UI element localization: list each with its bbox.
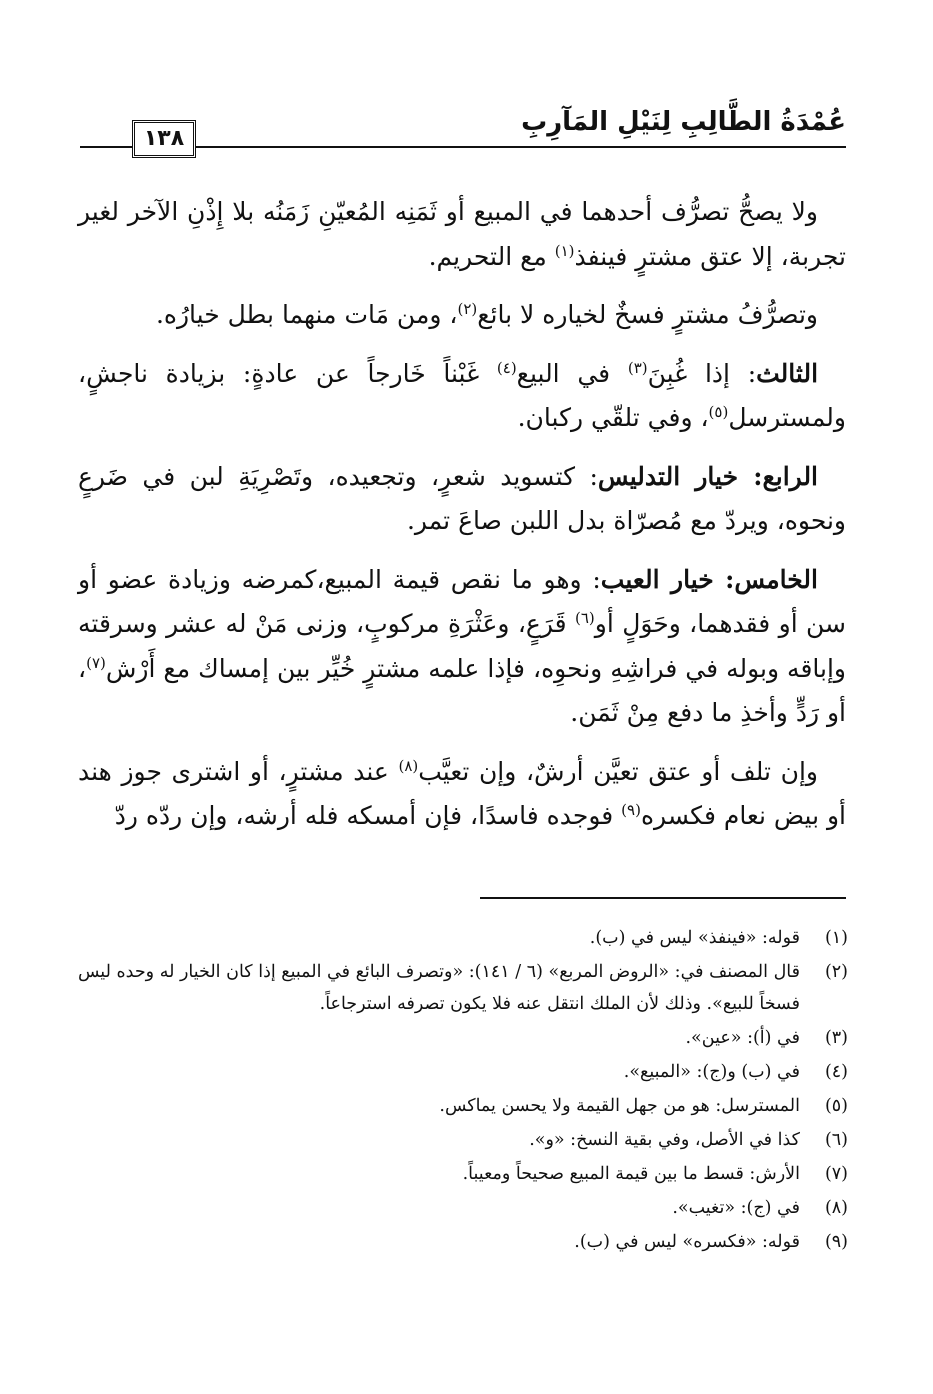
footnote-ref-2: (٢) bbox=[457, 300, 478, 318]
paragraph-5: الخامس: خيار العيب: وهو ما نقص قيمة المبيع،كمرضه وزيادة عضو أو سن أو فقدهما، وحَوَلٍ أو$^{(٦)}$ قَرَعٍ، وعَثْرَةِ مركوبٍ، وزنى مَنْ له عشر وسرقته وإباقه وبوله في فراشِهِ ونحوِه، فإذا علمه مشترٍ خُيِّر بين إمساك مع أَرْش$^{(٧)}$، أو رَدٍّ وأخذِ ما دفع مِنْ ثَمَن. bbox=[78, 564, 847, 727]
section-lead-third: الثالث bbox=[756, 358, 819, 388]
footnote-number: (٩) bbox=[824, 1232, 848, 1252]
footnote-text: الأرش: قسط ما بين قيمة المبيع صحيحاً ومعيباً. bbox=[462, 1164, 800, 1184]
main-text bbox=[78, 190, 846, 853]
footnote-item bbox=[78, 1226, 848, 1258]
footnote-separator bbox=[480, 897, 846, 899]
footnote-text: كذا في الأصل، وفي بقية النسخ: «و». bbox=[529, 1130, 800, 1150]
footnote-number: (٨) bbox=[824, 1198, 848, 1218]
footnote-item bbox=[78, 1056, 848, 1088]
footnote-text: في (أ): «عين». bbox=[685, 1028, 800, 1048]
footnote-ref-4: (٤) bbox=[496, 358, 517, 377]
footnote-number: (٦) bbox=[824, 1130, 848, 1150]
paragraph-2: وتصرُّفُ مشترٍ فسخٌ لخياره لا بائع$^{(٢)}$، ومن مَات منهما بطل خيارُه. bbox=[155, 300, 818, 329]
footnote-number: (١) bbox=[824, 928, 848, 948]
footnote-item bbox=[78, 1090, 848, 1122]
footnote-number: (٤) bbox=[824, 1062, 848, 1082]
book-title: عُمْدَةُ الطَّالِبِ لِنَيْلِ المَآرِبِ bbox=[521, 107, 846, 137]
footnote-number: (٥) bbox=[824, 1096, 848, 1116]
header-rule-short bbox=[80, 146, 132, 148]
page-header bbox=[78, 100, 846, 160]
paragraph-4: الرابع: خيار التدليس: كتسويد شعرٍ، وتجعيده، وتَصْرِيَةِ لبن في ضَرعٍ ونحوه، ويردّ مع مُصرّاة بدل اللبن صاعَ تمر. bbox=[78, 461, 846, 535]
footnote-number: (٣) bbox=[824, 1028, 848, 1048]
footnote-text: قوله: «فكسره» ليس في (ب). bbox=[574, 1232, 800, 1252]
footnote-item bbox=[78, 1158, 848, 1190]
paragraph-1: ولا يصحُّ تصرُّف أحدهما في المبيع أو ثَمَنِه المُعيّنِ زَمَنُه بلا إِذْنِ الآخر لغير تجربة، إلا عتق مشترٍ فينفذ$^{(١)}$ مع التحريم. bbox=[78, 197, 846, 271]
footnote-ref-7: (٧) bbox=[86, 653, 106, 672]
header-rule bbox=[188, 146, 846, 148]
footnotes bbox=[78, 922, 848, 1260]
footnote-ref-1: (١) bbox=[554, 241, 575, 260]
paragraph-6: وإن تلف أو عتق تعيَّن أرشٌ، وإن تعيَّب$^{(٨)}$ عند مشترٍ، أو اشترى جوز هند أو بيض نعام فكسره$^{(٩)}$ فوجده فاسدًا، فإن أمسكه فله أرشه، وإن ردّه ردّ bbox=[78, 756, 846, 830]
paragraph-3: الثالث: إذا غُبِنَ$^{(٣)}$ في البيع$^{(٤)}$ غَبْناً خَارجاً عن عادةٍ: بزيادة ناجشٍ، ولمسترسل$^{(٥)}$، وفي تلقّي ركبان. bbox=[78, 358, 846, 432]
footnote-ref-9: (٩) bbox=[621, 801, 641, 819]
footnote-ref-3: (٣) bbox=[627, 358, 648, 377]
footnote-item bbox=[78, 1192, 848, 1224]
footnote-text: في (ج): «تغيب». bbox=[672, 1198, 800, 1218]
footnote-text: قوله: «فينفذ» ليس في (ب). bbox=[589, 928, 800, 948]
footnote-ref-8: (٨) bbox=[398, 756, 419, 775]
footnote-number: (٢) bbox=[824, 962, 848, 982]
section-lead-fourth: الرابع: خيار التدليس bbox=[597, 461, 819, 491]
footnote-text: المسترسل: هو من جهل القيمة ولا يحسن يماكس. bbox=[439, 1096, 800, 1116]
footnote-text: في (ب) و(ج): «المبيع». bbox=[623, 1062, 800, 1082]
section-lead-fifth: الخامس: خيار العيب bbox=[600, 564, 818, 594]
page-number: ١٣٨ bbox=[132, 120, 196, 158]
footnote-item bbox=[78, 1124, 848, 1156]
footnote-ref-6: (٦) bbox=[575, 609, 595, 627]
footnote-item bbox=[78, 1022, 848, 1054]
footnote-item bbox=[78, 956, 848, 1020]
footnote-ref-5: (٥) bbox=[708, 403, 729, 421]
footnote-text: قال المصنف في: «الروض المربع» (٦ / ١٤١): «وتصرف البائع في المبيع إذا كان الخيار له وحده ليس فسخاً للبيع». وذلك لأن الملك انتقل عنه فلا يكون تصرفه استرجاعاً. bbox=[78, 962, 800, 1014]
footnote-item bbox=[78, 922, 848, 954]
footnote-number: (٧) bbox=[824, 1164, 848, 1184]
